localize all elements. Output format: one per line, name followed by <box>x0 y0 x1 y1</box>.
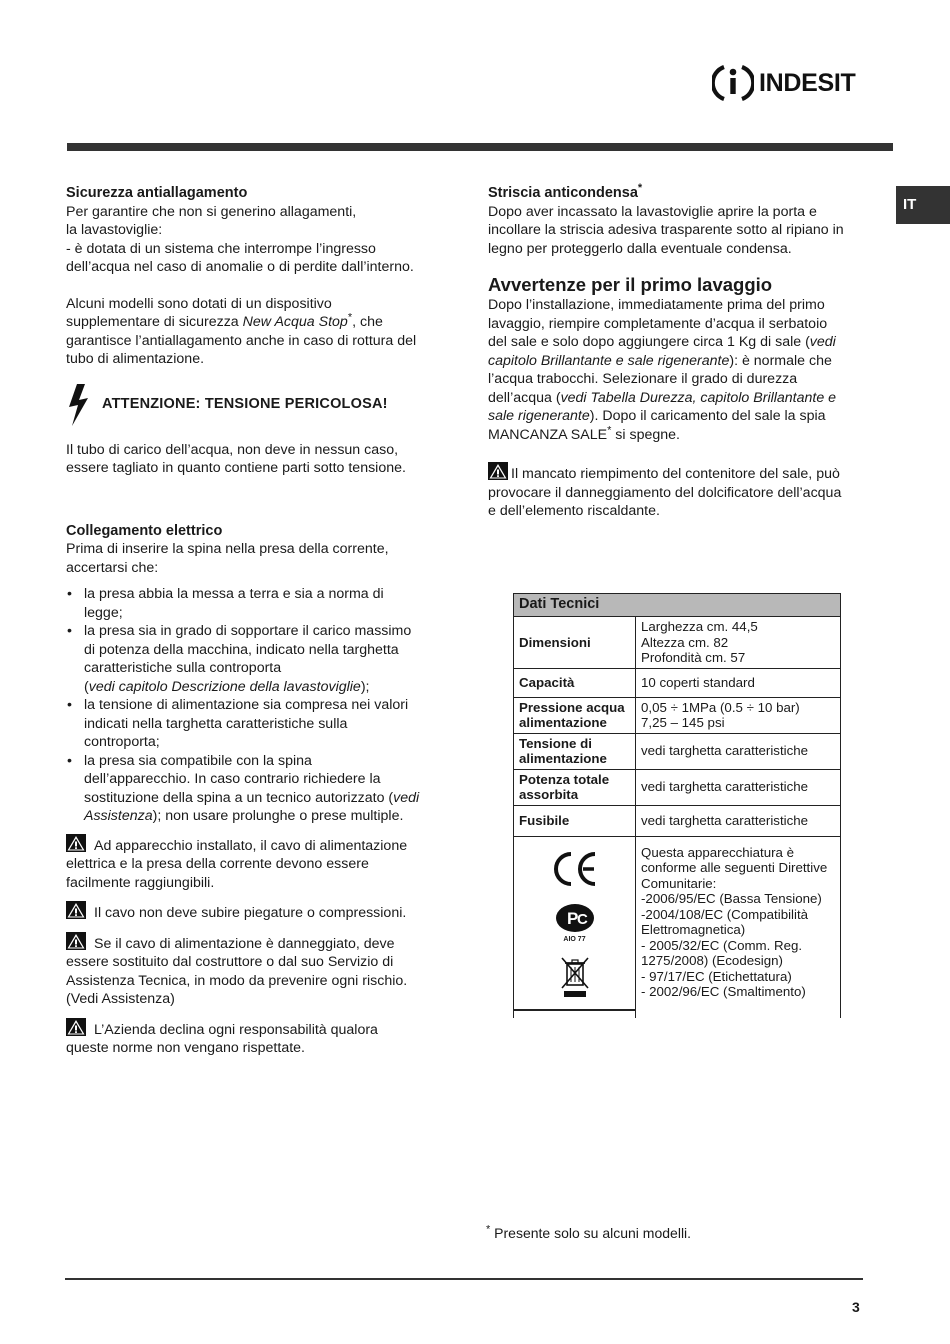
table-row <box>514 697 841 733</box>
ce-mark-icon <box>551 851 599 887</box>
row-label: Fusibile <box>514 805 636 836</box>
row-value: 10 coperti standard <box>636 668 841 697</box>
left-column <box>66 184 451 1058</box>
row-label: Tensione di alimentazione <box>514 733 636 769</box>
paragraph-line: sale rigenerante). Dopo il caricamento del sale la spia <box>488 408 826 424</box>
paragraph-line: dell’acqua nel caso di anomalie o di perdite dall’interno. <box>66 259 414 275</box>
caution-note: Se il cavo di alimentazione è danneggiato, deve essere sostituito dal costruttore o dal suo Servizio di Assistenza Tecnica, in modo da prevenire ogni rischio. (Vedi Assistenza) <box>66 932 451 1009</box>
warning-triangle-icon <box>488 462 508 480</box>
certification-marks <box>514 836 636 1018</box>
paragraph-line: essere tagliato in quanto contiene parti sotto tensione. <box>66 460 406 476</box>
svg-text:C: C <box>576 910 588 928</box>
paragraph-line: accertarsi che: <box>66 559 159 576</box>
table-bottom-edge <box>513 1009 635 1011</box>
row-value: vedi targhetta caratteristiche <box>636 805 841 836</box>
paragraph-line: Il tubo di carico dell’acqua, non deve in nessun caso, <box>66 441 399 458</box>
warning-title: ATTENZIONE: TENSIONE PERICOLOSA! <box>102 396 388 413</box>
paragraph-line: - è dotata di un sistema che interrompe l’ingresso <box>66 240 376 257</box>
table-header: Dati Tecnici <box>514 594 841 617</box>
brand-name: INDESIT <box>759 68 856 97</box>
list-item: • la presa sia compatibile con la spina dell’apparecchio. In caso contrario richiedere la sostituzione della spina a un tecnico autorizzato (vedi Assistenza); non usare prolunghe o prese multiple. <box>66 752 451 826</box>
caution-note: Il mancato riempimento del contenitore del sale, può provocare il danneggiamento del dolcificatore dell’acqua e dell’elemento riscaldante. <box>488 462 873 521</box>
row-label: Dimensioni <box>514 617 636 669</box>
paragraph-line: tubo di alimentazione. <box>66 351 205 367</box>
right-column <box>488 184 873 521</box>
caution-note: L’Azienda declina ogni responsabilità qualora queste norme non vengano rispettate. <box>66 1018 451 1058</box>
table-row-certifications <box>514 836 841 1018</box>
directives-text: Questa apparecchiatura è conforme alle seguenti Direttive Comunitarie: -2006/95/EC (Bassa Tensione) -2004/108/EC (Compatibilità Elettromagnetica) - 2005/32/EC (Comm. Reg. 1275/2008) (Ecodesign) - 97/17/EC (Etichettatura) - 2002/96/EC (Smaltimento) <box>636 836 841 1018</box>
warning-triangle-icon <box>66 932 86 950</box>
indesit-logo-mark-icon <box>712 63 754 103</box>
lightning-bolt-icon <box>66 383 94 427</box>
paragraph-line: l’acqua trabocchi. Selezionare il grado di durezza <box>488 371 798 387</box>
table-row <box>514 769 841 805</box>
svg-text:P: P <box>566 908 578 928</box>
paragraph-line: MANCANZA SALE* si spegne. <box>488 423 680 443</box>
paragraph-line: la lavastoviglie: <box>66 222 163 238</box>
danger-warning <box>66 383 451 427</box>
paragraph-line: Prima di inserire la spina nella presa della corrente, <box>66 541 389 557</box>
list-item: • la presa sia in grado di sopportare il carico massimo di potenza della macchina, indicato nella targhetta caratteristiche sulla controporta (vedi capitolo Descrizione della lavastoviglie); <box>66 622 451 696</box>
page-number: 3 <box>852 1299 860 1315</box>
warning-triangle-icon <box>66 1018 86 1036</box>
top-rule <box>67 143 893 151</box>
row-label: Potenza totale assorbita <box>514 769 636 805</box>
paragraph-line: Dopo aver incassato la lavastoviglie aprire la porta e <box>488 203 817 220</box>
certification-code: AIO 77 <box>563 935 586 943</box>
warning-triangle-icon <box>66 834 86 852</box>
asterisk-mark: * <box>347 311 353 324</box>
paragraph-line: del sale e solo dopo aggiungere circa 1 Kg di sale (vedi <box>488 334 836 350</box>
footnote: * Presente solo su alcuni modelli. <box>486 1223 692 1241</box>
row-value: Larghezza cm. 44,5 Altezza cm. 82 Profondità cm. 57 <box>636 617 841 669</box>
row-value: vedi targhetta caratteristiche <box>636 733 841 769</box>
paragraph-line: Alcuni modelli sono dotati di un dispositivo <box>66 295 332 312</box>
section-title-collegamento: Collegamento elettrico <box>66 522 223 539</box>
language-tab: IT <box>896 186 950 224</box>
row-value: 0,05 ÷ 1MPa (0.5 ÷ 10 bar) 7,25 – 145 psi <box>636 697 841 733</box>
table-row <box>514 617 841 669</box>
list-item: • la tensione di alimentazione sia compresa nei valori indicati nella targhetta caratteristiche sulla controporta; <box>66 696 451 752</box>
paragraph-line: legno per proteggerlo dalla eventuale condensa. <box>488 240 792 257</box>
paragraph-line: incollare la striscia adesiva trasparente sotto al ripiano in <box>488 222 844 238</box>
row-label: Pressione acqua alimentazione <box>514 697 636 733</box>
section-title-primo-lavaggio: Avvertenze per il primo lavaggio <box>488 274 773 295</box>
section-title-striscia: Striscia anticondensa* <box>488 182 643 201</box>
row-label: Capacità <box>514 668 636 697</box>
list-item: • la presa abbia la messa a terra e sia a norma di legge; <box>66 585 451 622</box>
paragraph-line: lavaggio, riempire completamente d’acqua il serbatoio <box>488 315 828 332</box>
table-row <box>514 668 841 697</box>
indesit-logo <box>712 63 864 103</box>
table-row <box>514 805 841 836</box>
requirements-list <box>66 585 451 826</box>
rostest-mark-icon <box>553 903 597 935</box>
section-title-antiallagamento: Sicurezza antiallagamento <box>66 185 248 201</box>
weee-bin-icon <box>560 956 590 998</box>
bottom-rule <box>65 1278 863 1280</box>
row-value: vedi targhetta caratteristiche <box>636 769 841 805</box>
product-name-new-acqua-stop: New Acqua Stop <box>242 314 348 330</box>
paragraph-line: supplementare di sicurezza New Acqua Stop*, che <box>66 311 383 330</box>
paragraph-line: garantisce l’antiallagamento anche in caso di rottura del <box>66 332 417 349</box>
warning-triangle-icon <box>66 901 86 919</box>
paragraph-line: Dopo l’installazione, immediatamente prima del primo <box>488 297 825 313</box>
paragraph-line: dell’acqua (vedi Tabella Durezza, capitolo Brillantante e <box>488 389 837 406</box>
table-row <box>514 733 841 769</box>
paragraph-line: Per garantire che non si generino allagamenti, <box>66 203 357 220</box>
technical-data-table <box>513 593 841 1018</box>
paragraph-line: capitolo Brillantante e sale rigenerante): è normale che <box>488 352 832 369</box>
caution-note: Il cavo non deve subire piegature o compressioni. <box>66 901 451 923</box>
caution-note: Ad apparecchio installato, il cavo di alimentazione elettrica e la presa della corrente devono essere facilmente raggiungibili. <box>66 834 451 893</box>
